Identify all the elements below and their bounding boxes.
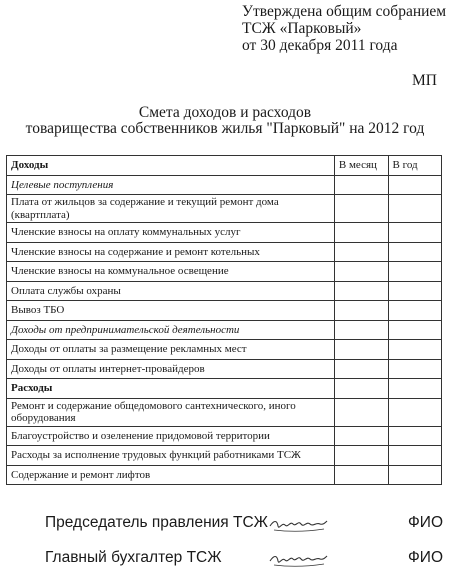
per-year-cell: [388, 465, 441, 485]
header-income: Доходы: [7, 156, 335, 176]
table-row: [7, 223, 442, 243]
approval-line: ТСЖ «Парковый»: [242, 20, 362, 37]
per-month-cell: [334, 320, 388, 340]
per-year-cell: [388, 262, 441, 282]
row-label: Доходы от оплаты за размещение рекламных мест: [7, 340, 335, 360]
table-row: [7, 359, 442, 379]
row-label: Целевые поступления: [7, 175, 335, 195]
per-month-cell: [334, 301, 388, 321]
handwritten-signature: [268, 512, 328, 539]
table-row: [7, 426, 442, 446]
per-month-cell: [334, 242, 388, 262]
per-year-cell: [388, 320, 441, 340]
row-label: Благоустройство и озеленение придомовой территории: [7, 426, 335, 446]
row-label: Доходы от предпринимательской деятельности: [7, 320, 335, 340]
per-month-cell: [334, 379, 388, 399]
title-line: товарищества собственников жилья "Парковый" на 2012 год: [25, 120, 425, 137]
table-row: [7, 446, 442, 466]
approval-line: Утверждена общим собранием: [242, 3, 447, 20]
table-header-row: [7, 156, 442, 176]
table-row: [7, 175, 442, 195]
per-year-cell: [388, 195, 441, 223]
row-label: Расходы: [7, 379, 335, 399]
row-label: Содержание и ремонт лифтов: [7, 465, 335, 485]
row-label: Расходы за исполнение трудовых функций работниками ТСЖ: [7, 446, 335, 466]
signature-role: Председатель правления ТСЖ: [45, 514, 268, 531]
per-year-cell: [388, 426, 441, 446]
per-year-cell: [388, 223, 441, 243]
per-year-cell: [388, 446, 441, 466]
table-row: [7, 262, 442, 282]
per-month-cell: [334, 426, 388, 446]
row-label: Членские взносы на коммунальное освещение: [7, 262, 335, 282]
per-month-cell: [334, 281, 388, 301]
per-year-cell: [388, 301, 441, 321]
header-per-year: В год: [388, 156, 441, 176]
table-row: [7, 398, 442, 426]
table-row: [7, 242, 442, 262]
per-month-cell: [334, 175, 388, 195]
approval-block: [242, 3, 446, 54]
row-label: Членские взносы на содержание и ремонт котельных: [7, 242, 335, 262]
table-row: [7, 301, 442, 321]
row-label: Оплата службы охраны: [7, 281, 335, 301]
per-year-cell: [388, 340, 441, 360]
row-label: Доходы от оплаты интернет-провайдеров: [7, 359, 335, 379]
row-label: Вывоз ТБО: [7, 301, 335, 321]
signer-name: ФИО: [408, 514, 443, 531]
table-row: [7, 379, 442, 399]
stamp-place-label: МП: [412, 72, 437, 89]
per-year-cell: [388, 242, 441, 262]
signature-role: Главный бухгалтер ТСЖ: [45, 549, 222, 566]
header-per-month: В месяц: [334, 156, 388, 176]
per-month-cell: [334, 398, 388, 426]
row-label: Членские взносы на оплату коммунальных услуг: [7, 223, 335, 243]
table-row: [7, 465, 442, 485]
per-month-cell: [334, 195, 388, 223]
per-month-cell: [334, 359, 388, 379]
table-row: [7, 340, 442, 360]
per-month-cell: [334, 223, 388, 243]
per-month-cell: [334, 465, 388, 485]
handwritten-signature: [268, 547, 328, 574]
table-row: [7, 195, 442, 223]
title-line: Смета доходов и расходов: [138, 104, 312, 121]
per-month-cell: [334, 262, 388, 282]
table-row: [7, 320, 442, 340]
approval-date: от 30 декабря 2011 года: [242, 37, 398, 54]
per-month-cell: [334, 446, 388, 466]
per-year-cell: [388, 281, 441, 301]
per-year-cell: [388, 379, 441, 399]
signer-name: ФИО: [408, 549, 443, 566]
document-title: [0, 105, 450, 137]
per-year-cell: [388, 175, 441, 195]
per-year-cell: [388, 359, 441, 379]
row-label: Ремонт и содержание общедомового сантехнического, иного оборудования: [7, 398, 335, 426]
budget-table: [6, 155, 442, 485]
per-year-cell: [388, 398, 441, 426]
per-month-cell: [334, 340, 388, 360]
row-label: Плата от жильцов за содержание и текущий ремонт дома (квартплата): [7, 195, 335, 223]
table-row: [7, 281, 442, 301]
